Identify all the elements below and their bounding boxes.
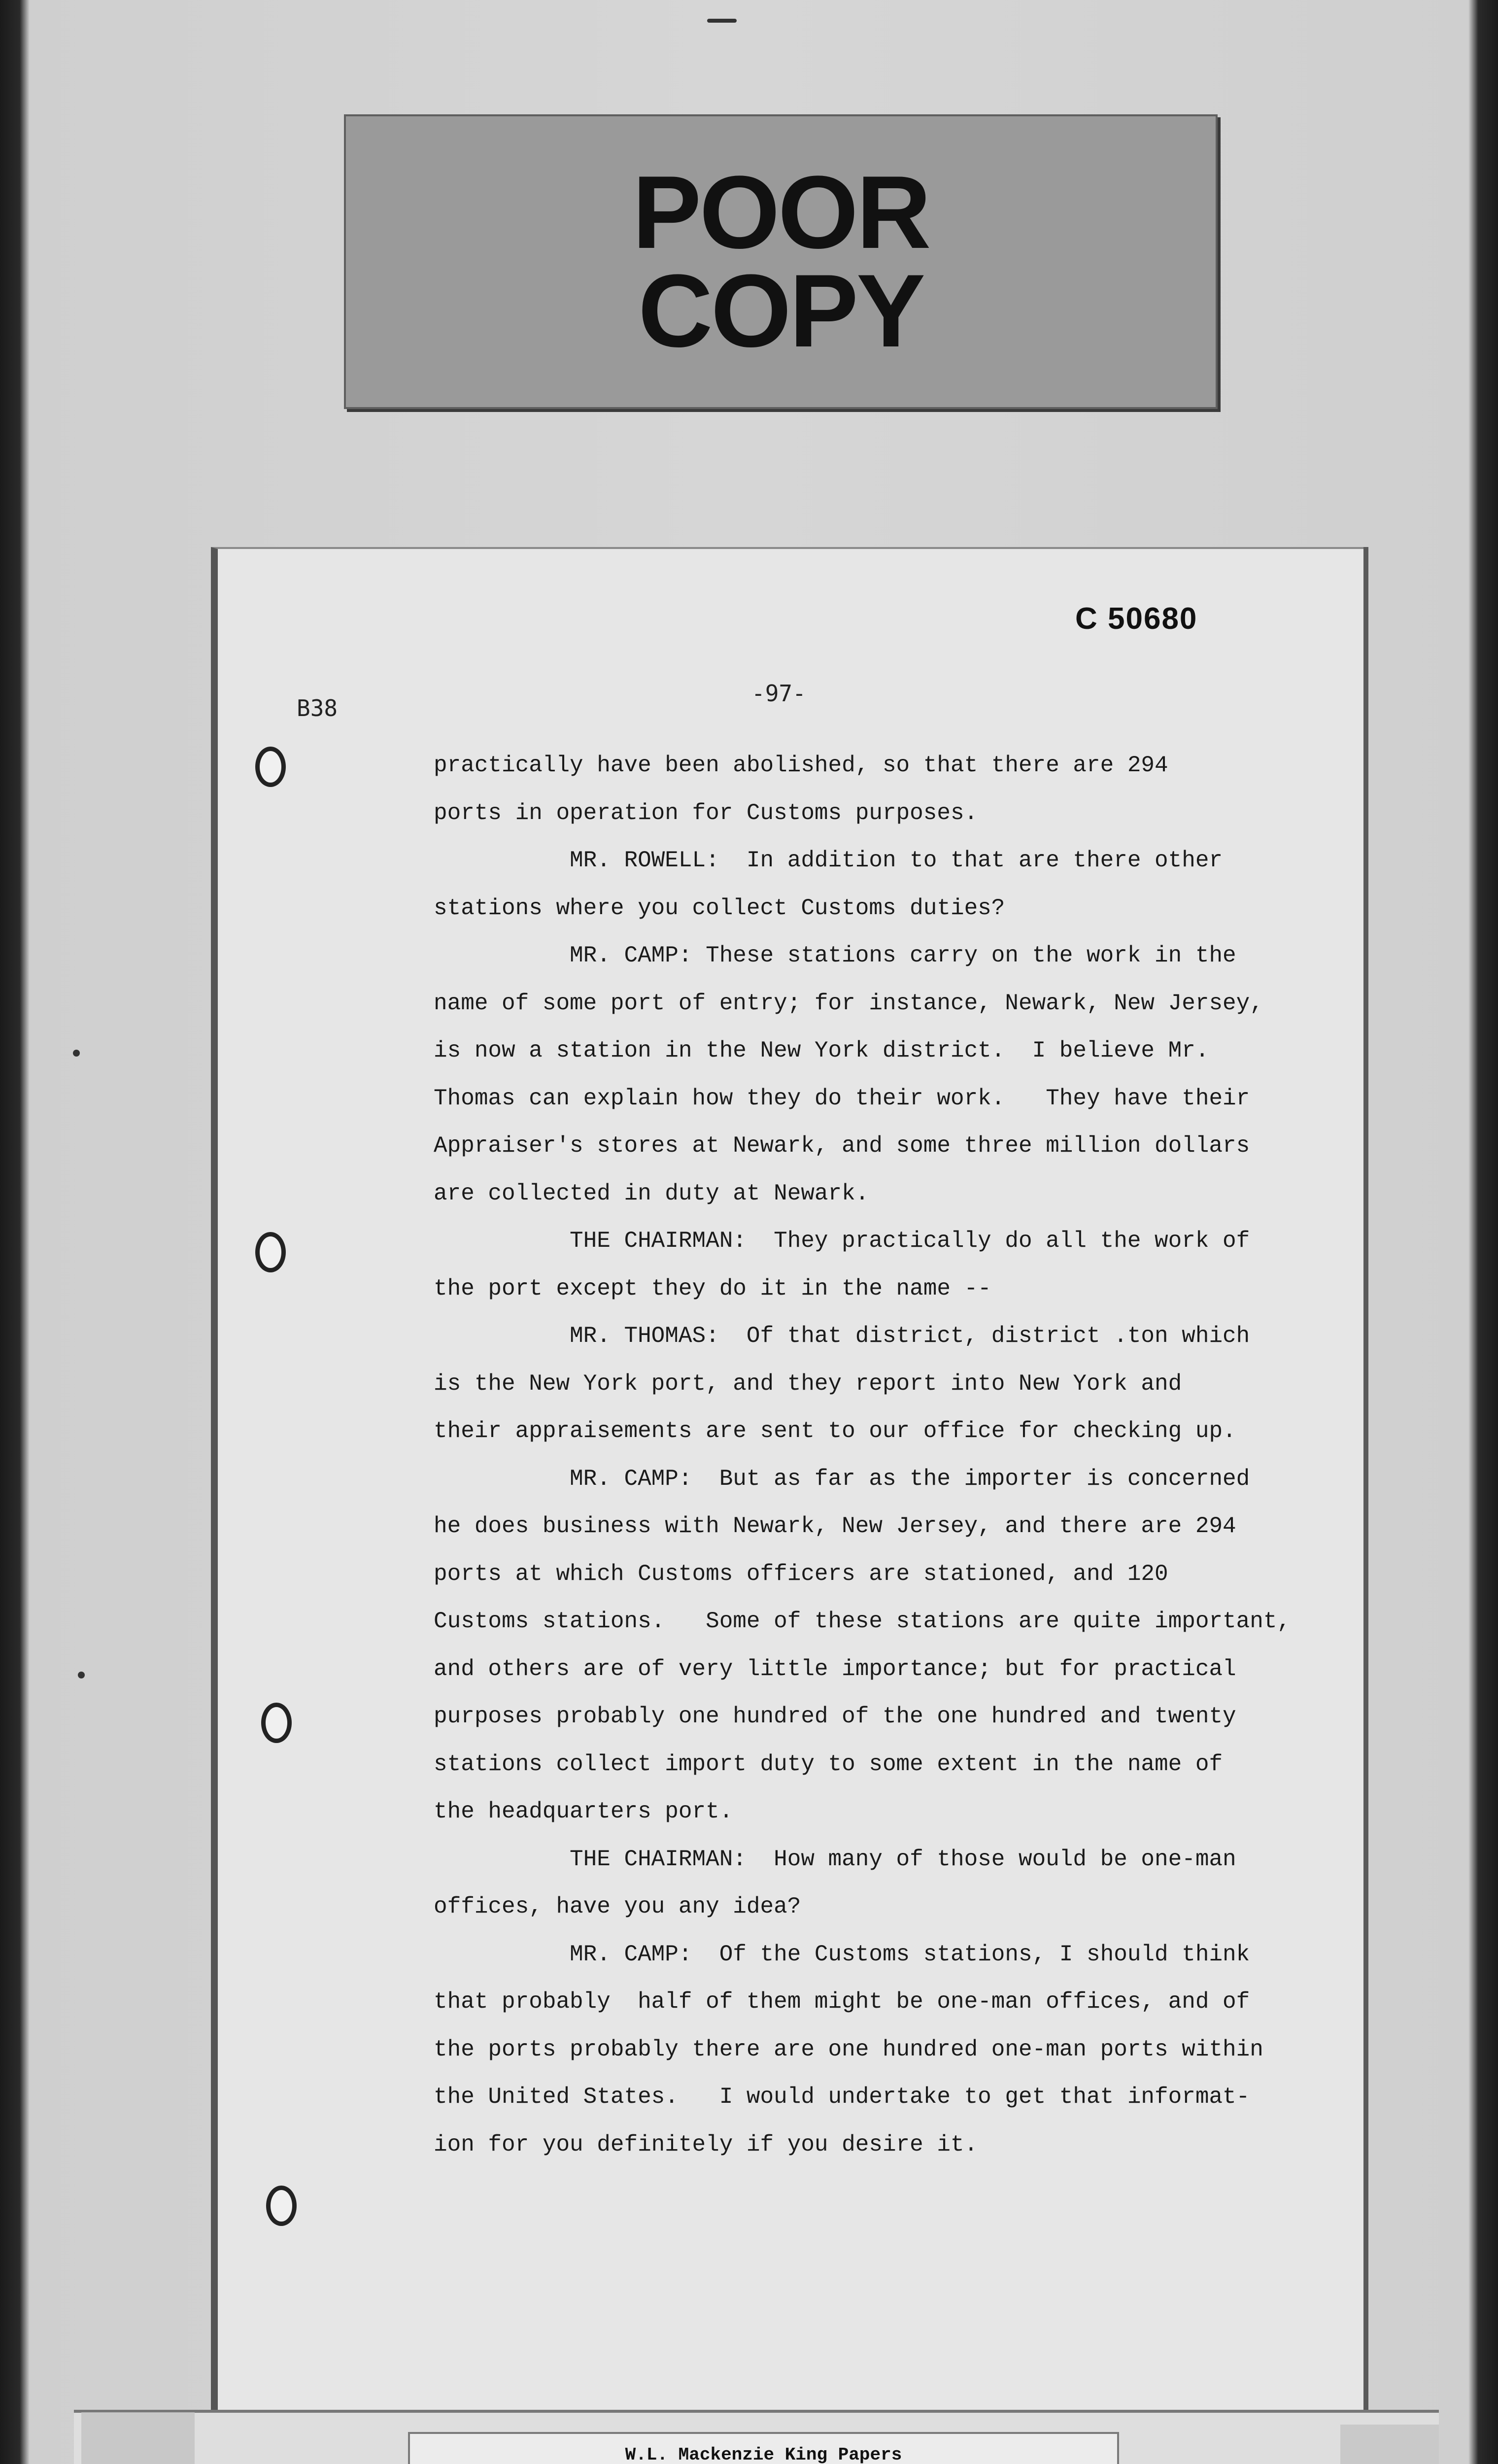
document-line: practically have been abolished, so that there are 294 xyxy=(434,753,1168,778)
collection-label xyxy=(408,2432,1119,2464)
film-mark xyxy=(707,19,737,23)
poor-copy-label xyxy=(344,114,1218,409)
document-line: is the New York port, and they report into New York and xyxy=(434,1370,1182,1397)
document-line: MR. ROWELL: In addition to that are there other xyxy=(434,848,1223,873)
collection-name: W.L. Mackenzie King Papers xyxy=(625,2445,902,2464)
poor-copy-line-1: POOR xyxy=(632,154,929,270)
document-line: Thomas can explain how they do their work. They have their xyxy=(434,1085,1250,1111)
document-line: MR. CAMP: But as far as the importer is concerned xyxy=(434,1466,1250,1492)
film-dot xyxy=(73,1050,80,1057)
document-line: the United States. I would undertake to get that informat- xyxy=(434,2084,1250,2110)
page-number: -97- xyxy=(751,680,806,707)
punch-hole-icon xyxy=(266,2186,297,2226)
document-line: stations collect import duty to some extent in the name of xyxy=(434,1751,1223,1777)
document-line: he does business with Newark, New Jersey, and there are 294 xyxy=(434,1513,1236,1539)
document-line: name of some port of entry; for instance, Newark, New Jersey, xyxy=(434,990,1263,1016)
document-line: their appraisements are sent to our office for checking up. xyxy=(434,1418,1236,1444)
document-line: that probably half of them might be one-man offices, and of xyxy=(434,1989,1250,2015)
document-line: offices, have you any idea? xyxy=(434,1894,801,1919)
tape-strip xyxy=(1340,2425,1439,2464)
film-dot xyxy=(78,1672,85,1678)
section-mark: B38 xyxy=(297,695,338,721)
document-line: THE CHAIRMAN: They practically do all the work of xyxy=(434,1228,1250,1254)
document-line: the port except they do it in the name -- xyxy=(434,1275,991,1301)
document-line: the headquarters port. xyxy=(434,1799,733,1824)
document-line: THE CHAIRMAN: How many of those would be one-man xyxy=(434,1846,1236,1872)
document-line: Appraiser's stores at Newark, and some three million dollars xyxy=(434,1133,1250,1159)
document-line: is now a station in the New York district. I believe Mr. xyxy=(434,1038,1209,1063)
document-line: and others are of very little importance; but for practical xyxy=(434,1656,1236,1682)
document-line: purposes probably one hundred of the one hundred and twenty xyxy=(434,1704,1236,1729)
tape-strip xyxy=(81,2412,195,2464)
punch-hole-icon xyxy=(255,1232,286,1272)
document-line: are collected in duty at Newark. xyxy=(434,1180,869,1206)
document-line: MR. CAMP: Of the Customs stations, I should think xyxy=(434,1941,1250,1967)
document-line: MR. CAMP: These stations carry on the work in the xyxy=(434,943,1236,968)
document-line: MR. THOMAS: Of that district, district .ton which xyxy=(434,1323,1250,1349)
punch-hole-icon xyxy=(261,1703,292,1743)
poor-copy-line-2: COPY xyxy=(638,253,924,369)
document-line: Customs stations. Some of these stations are quite important, xyxy=(434,1608,1291,1634)
document-line: stations where you collect Customs duties? xyxy=(434,895,1005,921)
document-line: ports at which Customs officers are stationed, and 120 xyxy=(434,1561,1168,1587)
punch-hole-icon xyxy=(255,747,286,787)
document-line: the ports probably there are one hundred one-man ports within xyxy=(434,2036,1263,2062)
document-line: ports in operation for Customs purposes. xyxy=(434,800,978,826)
document-body xyxy=(434,742,1370,2168)
document-line: ion for you definitely if you desire it. xyxy=(434,2131,978,2157)
document-number: C 50680 xyxy=(1075,602,1198,636)
